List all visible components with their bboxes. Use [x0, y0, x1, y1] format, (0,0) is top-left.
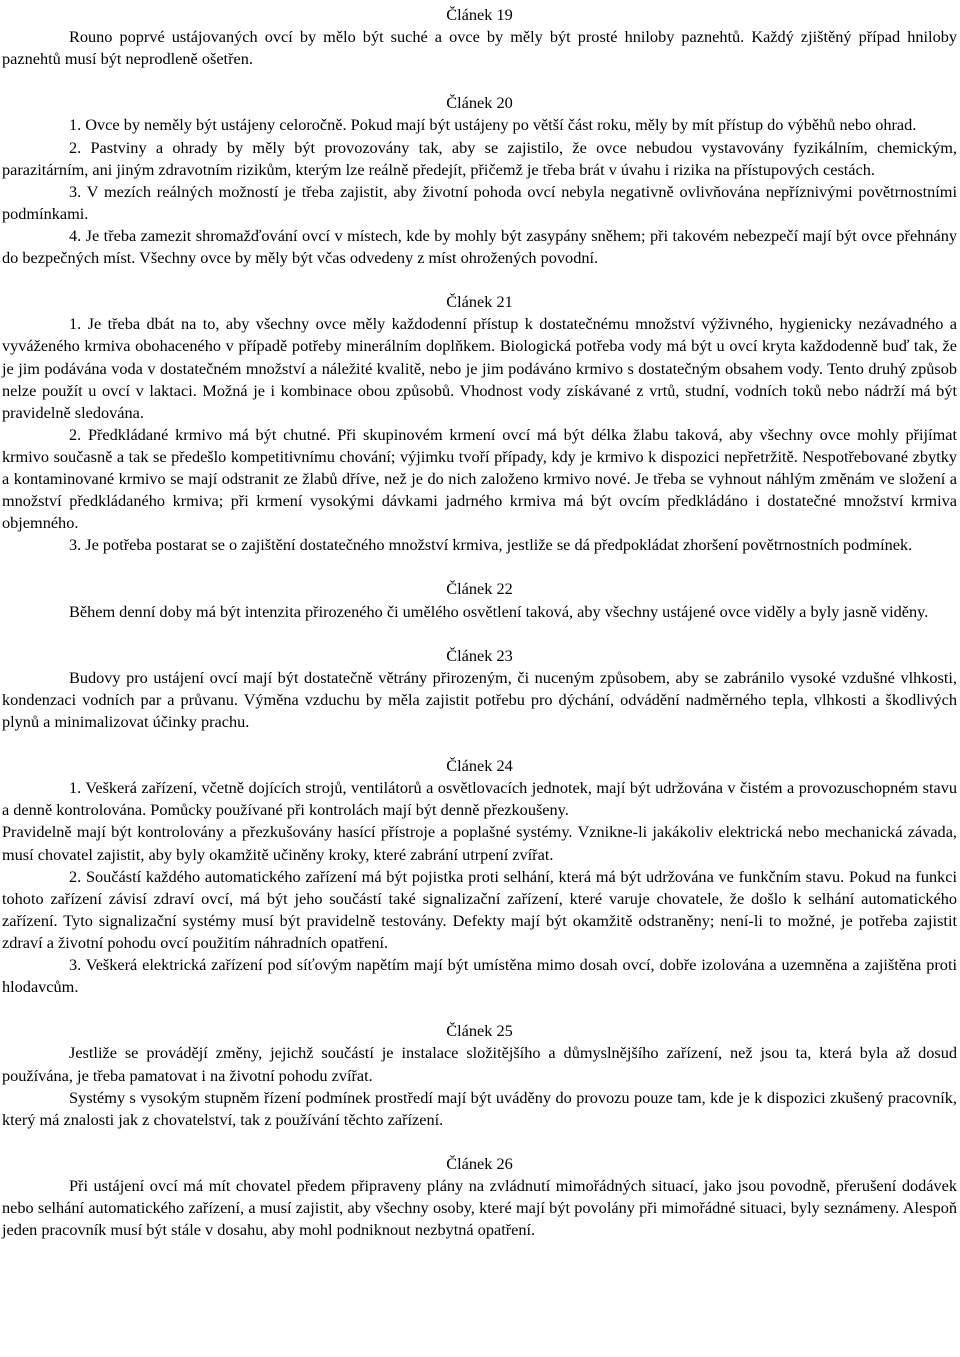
spacer [2, 733, 957, 755]
article-26 [2, 1153, 957, 1241]
article-paragraph: Při ustájení ovcí má mít chovatel předem připraveny plány na zvládnutí mimořádných situací, jako jsou povodně, přerušení dodávek nebo selhání automatického zařízení, a musí zajistit, aby všechny osoby, které mají být povolány při mimořádné situaci, byly seznámeny. Alespoň jeden pracovník musí být stále v dosahu, aby mohl podniknout nezbytná opatření. [2, 1175, 957, 1240]
article-paragraph: 1. Je třeba dbát na to, aby všechny ovce měly každodenní přístup k dostatečnému množství výživného, hygienicky nezávadného a vyváženého krmiva obohaceného v případě potřeby minerálním doplňkem. Biologická potřeba vody má být u ovcí kryta každodenně buď tak, že je jim podávána voda v dostatečném množství a náležité kvalitě, nebo je jim podáváno krmivo s dostatečným obsahem vody. Tento druhý způsob nelze použít u ovcí v laktaci. Možná je i kombinace obou způsobů. Vhodnost vody získávané z vrtů, studní, vodních toků nebo nádrží má být pravidelně sledována. [2, 314, 957, 422]
spacer [2, 70, 957, 92]
article-24 [2, 755, 957, 998]
article-paragraph: Systémy s vysokým stupněm řízení podmínek prostředí mají být uváděny do provozu pouze tam, kde je k dispozici zkušený pracovník, který má znalosti jak z chovatelství, tak z používání těchto zařízení. [2, 1087, 957, 1129]
article-21 [2, 291, 957, 556]
article-heading: Článek 25 [446, 1021, 513, 1041]
article-heading: Článek 26 [446, 1153, 513, 1173]
spacer [2, 269, 957, 291]
article-25 [2, 1020, 957, 1130]
article-22 [2, 578, 957, 622]
spacer [2, 556, 957, 578]
article-heading: Článek 19 [446, 5, 513, 24]
article-paragraph: 3. Veškerá elektrická zařízení pod síťovým napětím mají být umístěna mimo dosah ovcí, dobře izolována a uzemněna a zajištěna proti hlodavcům. [2, 955, 957, 997]
article-paragraph: 2. Pastviny a ohrady by měly být provozovány tak, aby se zajistilo, že ovce nebudou vystavovány fyzikálním, chemickým, parazitárním, ani jiným zdravotním rizikům, kterým lze reálně předejít, přičemž je třeba brát v úvahu i rizika na přístupových cestách. [2, 137, 957, 179]
spacer [2, 623, 957, 645]
article-19 [2, 4, 957, 70]
article-paragraph: Rouno poprvé ustájovaných ovcí by mělo být suché a ovce by měly být prosté hniloby paznehtů. Každý zjištěný případ hniloby paznehtů musí být neprodleně ošetřen. [2, 27, 957, 69]
article-23 [2, 645, 957, 733]
article-paragraph: 3. V mezích reálných možností je třeba zajistit, aby životní pohoda ovcí nebyla negativně ovlivňována nepříznivými povětrnostními podmínkami. [2, 181, 957, 223]
article-heading: Článek 21 [446, 292, 513, 312]
article-20 [2, 92, 957, 269]
article-paragraph: 1. Veškerá zařízení, včetně dojících strojů, ventilátorů a osvětlovacích jednotek, mají být udržována v čistém a provozuschopném stavu a denně kontrolována. Pomůcky používané při kontrolách mají být denně přezkoušeny. [2, 778, 957, 820]
article-paragraph: Budovy pro ustájení ovcí mají být dostatečně větrány přirozeným, či nuceným způsobem, aby se zabránilo vysoké vzdušné vlhkosti, kondenzaci vodních par a průvanu. Výměna vzduchu by měla zajistit potřebu pro dýchání, odvádění nadměrného tepla, vlhkosti a škodlivých plynů a minimalizovat účinky prachu. [2, 667, 957, 731]
spacer [2, 1131, 957, 1153]
article-heading: Článek 22 [446, 579, 513, 599]
article-paragraph: 2. Předkládané krmivo má být chutné. Při skupinovém krmení ovcí má být délka žlabu taková, aby všechny ovce mohly přijímat krmivo současně a tak se předešlo kompetitivnímu chování; výjimku tvoří případy, kdy je krmivo k dispozici nepřetržitě. Nespotřebované zbytky a kontaminované krmivo se mají odstranit ze žlabů dříve, než je do nich založeno krmivo nové. Je třeba se vyhnout náhlým změnám ve složení a množství předkládaného krmiva; při krmení vysokými dávkami jadrného krmiva má být ovcím předkládáno i dostatečné množství krmiva objemného. [2, 424, 957, 533]
article-paragraph: 4. Je třeba zamezit shromažďování ovcí v místech, kde by mohly být zasypány sněhem; při takovém nebezpečí mají být ovce přehnány do bezpečných míst. Všechny ovce by měly být včas odvedeny z míst ohrožených povodní. [2, 225, 957, 268]
article-paragraph: Pravidelně mají být kontrolovány a přezkušovány hasící přístroje a poplašné systémy. Vznikne-li jakákoliv elektrická nebo mechanická závada, musí chovatel zajistit, aby byly okamžitě učiněny kroky, které zabrání utrpení zvířat. [2, 822, 957, 864]
article-paragraph: 3. Je potřeba postarat se o zajištění dostatečného množství krmiva, jestliže se dá předpokládat zhoršení povětrnostních podmínek. [69, 535, 913, 555]
spacer [2, 998, 957, 1020]
article-paragraph: 2. Součástí každého automatického zařízení má být pojistka proti selhání, která má být udržována ve funkčním stavu. Pokud na funkci tohoto zařízení závisí zdraví ovcí, má být jeho součástí také signalizační zařízení, které varuje chovatele, že došlo k selhání automatického zařízení. Tyto signalizační systémy musí být pravidelně testovány. Defekty mají být okamžitě odstraněny; není-li to možné, je potřeba zajistit zdraví a životní pohodu ovcí použitím náhradních opatření. [2, 866, 957, 952]
article-heading: Článek 20 [446, 93, 513, 113]
article-paragraph: 1. Ovce by neměly být ustájeny celoročně. Pokud mají být ustájeny po větší část roku, měly by mít přístup do výběhů nebo ohrad. [69, 115, 917, 135]
article-heading: Článek 23 [446, 645, 513, 665]
article-paragraph: Jestliže se provádějí změny, jejichž součástí je instalace složitějšího a důmyslnějšího zařízení, než jsou ta, která byla až dosud používána, je třeba pamatovat i na životní pohodu zvířat. [2, 1043, 957, 1085]
article-paragraph: Během denní doby má být intenzita přirozeného či umělého osvětlení taková, aby všechny ustájené ovce viděly a byly jasně viděny. [69, 601, 929, 621]
document-page [2, 4, 957, 1241]
article-heading: Článek 24 [446, 756, 513, 776]
